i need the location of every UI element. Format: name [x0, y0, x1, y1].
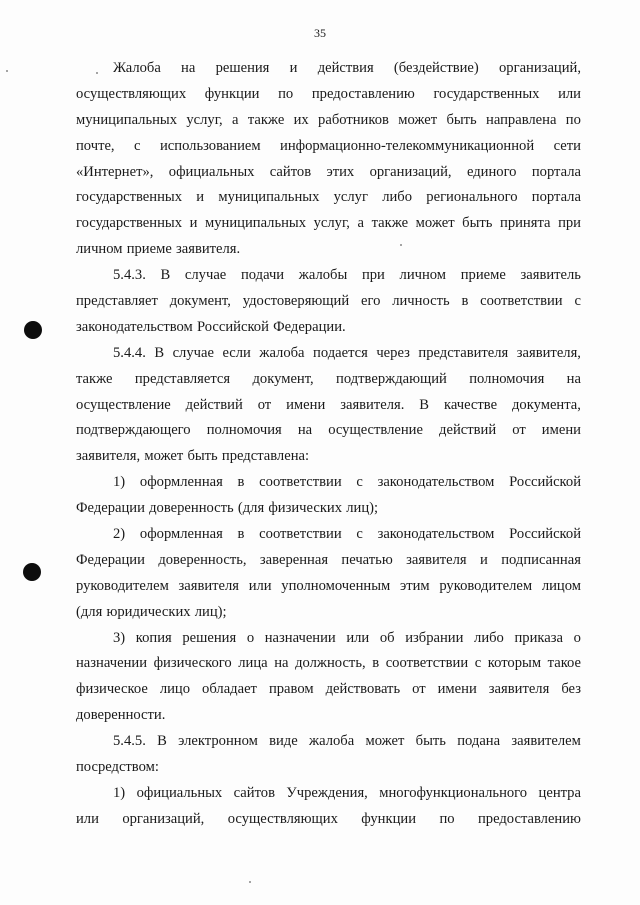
text-line: [76, 600, 581, 626]
text-line: [76, 729, 581, 755]
word: приказа: [514, 629, 563, 646]
scan-speck: [6, 70, 8, 72]
word: 2): [113, 526, 126, 543]
word: при: [558, 215, 581, 232]
word: заявителя.: [340, 396, 405, 413]
word: печатью: [341, 551, 393, 568]
word: жалобы: [298, 267, 348, 284]
word: заявителя,: [76, 448, 141, 465]
word: использованием: [159, 137, 261, 154]
word: В: [157, 733, 167, 750]
word: осуществление: [76, 396, 171, 413]
word: законодательством: [377, 474, 495, 491]
word: может: [365, 733, 405, 750]
word: оформленная: [139, 474, 223, 491]
word: избрании: [405, 629, 464, 646]
word: и: [196, 189, 205, 206]
word: документа,: [512, 396, 581, 413]
word: на: [566, 370, 581, 387]
word: сайтов: [233, 784, 275, 801]
text-line: [76, 755, 581, 781]
word: работников: [318, 111, 389, 128]
word: имени: [541, 422, 581, 439]
word: подтверждающий: [336, 370, 447, 387]
word: соответствии: [385, 655, 469, 672]
word: документ,: [169, 293, 231, 310]
word: действий: [185, 396, 243, 413]
word: физическое: [76, 681, 148, 698]
word: государственных: [76, 215, 183, 232]
word: которым: [487, 655, 542, 672]
word: и: [480, 551, 488, 568]
word: соответствии: [259, 526, 342, 543]
page-number: 35: [314, 26, 326, 40]
word: (для: [76, 603, 103, 620]
text-line: [76, 160, 581, 186]
text-line: [76, 393, 581, 419]
word: или: [558, 85, 581, 102]
word: имени: [286, 396, 326, 413]
word: услуг,: [313, 215, 350, 232]
word: Учреждения,: [286, 784, 368, 801]
word: также: [247, 111, 285, 128]
word: 1): [113, 474, 126, 491]
word: может: [144, 448, 184, 465]
word: 3): [113, 629, 126, 646]
word: в: [372, 655, 380, 672]
word: в: [461, 293, 469, 310]
word: доверенности.: [76, 707, 166, 724]
word: этим: [399, 577, 430, 594]
word: имени: [437, 681, 477, 698]
word: качестве: [443, 396, 498, 413]
word: физических: [268, 500, 343, 517]
text-line: [76, 315, 581, 341]
scan-speck: [249, 881, 251, 883]
text-line: [76, 626, 581, 652]
word: лиц);: [194, 603, 227, 620]
word: о: [573, 629, 581, 646]
body-text: [76, 56, 581, 833]
word: единого: [466, 163, 517, 180]
word: осуществление: [328, 422, 423, 439]
word: сети: [553, 137, 581, 154]
word: решения: [215, 60, 270, 76]
word: действия: [317, 60, 374, 76]
word: с: [356, 474, 363, 491]
word: организаций,: [499, 60, 581, 76]
word: регионального: [426, 189, 518, 206]
text-line: [76, 548, 581, 574]
word: Российской: [509, 474, 581, 491]
word: действий: [439, 422, 497, 439]
word: 5.4.5.: [113, 733, 146, 750]
word: личном: [76, 241, 123, 258]
word: «Интернет»,: [76, 163, 154, 180]
word: организаций,: [122, 810, 205, 827]
word: почте,: [76, 137, 115, 154]
word: центра: [538, 784, 581, 801]
word: организаций,: [369, 163, 452, 180]
word: полномочия: [206, 422, 282, 439]
word: (для: [237, 500, 265, 517]
word: функции: [361, 810, 417, 827]
word: случае: [172, 344, 214, 361]
word: заявителя: [178, 577, 240, 594]
word: в: [237, 474, 245, 491]
word: от: [257, 396, 272, 413]
word: о: [246, 629, 255, 646]
word: быть: [462, 215, 493, 232]
text-line: [76, 651, 581, 677]
word: полномочия: [469, 370, 545, 387]
word: лица: [238, 655, 268, 672]
word: такое: [547, 655, 581, 672]
word: заявителем: [511, 733, 581, 750]
word: муниципальных: [218, 189, 320, 206]
text-line: [76, 211, 581, 237]
text-line: [76, 82, 581, 108]
text-line: [76, 703, 581, 729]
word: В: [154, 344, 165, 361]
word: назначении: [76, 655, 148, 672]
word: и: [289, 60, 298, 76]
word: удостоверяющий: [242, 293, 350, 310]
word: от: [512, 422, 526, 439]
word: подачи: [240, 267, 285, 284]
word: также: [371, 215, 409, 232]
word: от: [412, 681, 426, 698]
word: заверенная: [259, 551, 329, 568]
word: принята: [500, 215, 551, 232]
word: представлена:: [221, 448, 310, 465]
word: подписанная: [501, 551, 581, 568]
word: представляется: [134, 370, 231, 387]
word: на: [297, 422, 313, 439]
text-line: [76, 108, 581, 134]
word: личном: [399, 267, 447, 284]
word: быть: [187, 448, 218, 465]
word: уполномоченным: [281, 577, 391, 594]
punch-hole-mark: [24, 321, 42, 339]
word: Федерации: [76, 500, 145, 517]
text-line: [76, 56, 581, 82]
word: на: [181, 60, 196, 76]
word: либо: [474, 629, 504, 646]
word: а: [357, 215, 365, 232]
text-line: [76, 185, 581, 211]
word: подается: [313, 344, 368, 361]
text-line: [76, 289, 581, 315]
word: представителя: [418, 344, 509, 361]
text-line: [76, 341, 581, 367]
word: подтверждающего: [76, 422, 191, 439]
word: портала: [531, 163, 581, 180]
word: их: [293, 111, 309, 128]
word: с: [474, 655, 482, 672]
word: физического: [153, 655, 232, 672]
word: портала: [531, 189, 581, 206]
word: копия: [135, 629, 172, 646]
word: с: [356, 526, 363, 543]
word: государственных: [76, 189, 183, 206]
word: без: [561, 681, 581, 698]
word: приеме: [126, 241, 172, 258]
word: случае: [184, 267, 227, 284]
word: по: [439, 810, 455, 827]
word: документ,: [252, 370, 314, 387]
word: должность,: [295, 655, 366, 672]
word: юридических: [106, 603, 191, 620]
word: официальных: [168, 163, 255, 180]
word: приеме: [460, 267, 506, 284]
word: сайтов: [269, 163, 312, 180]
word: В: [419, 396, 430, 413]
scan-speck: [96, 72, 98, 74]
word: представляет: [76, 293, 158, 310]
word: или: [346, 629, 370, 646]
word: его: [360, 293, 381, 310]
text-line: [76, 237, 581, 263]
word: а: [232, 111, 239, 128]
word: по: [565, 111, 581, 128]
word: быть: [446, 111, 477, 128]
word: может: [415, 215, 455, 232]
word: быть: [415, 733, 446, 750]
text-line: [76, 470, 581, 496]
word: или: [76, 810, 99, 827]
word: заявителя: [406, 551, 467, 568]
text-line: [76, 522, 581, 548]
word: жалоба: [259, 344, 305, 361]
word: или: [248, 577, 272, 594]
word: оформленная: [139, 526, 223, 543]
word: заявителя.: [175, 241, 241, 258]
word: на: [274, 655, 289, 672]
punch-hole-mark: [23, 563, 41, 581]
word: предоставлению: [477, 810, 581, 827]
word: обладает: [202, 681, 257, 698]
word: функции: [204, 85, 260, 102]
word: законодательством: [377, 526, 495, 543]
word: электронном: [178, 733, 258, 750]
text-line: [76, 781, 581, 807]
word: направлена: [486, 111, 557, 128]
word: по: [278, 85, 294, 102]
word: также: [76, 370, 113, 387]
word: либо: [382, 189, 413, 206]
text-line: [76, 807, 581, 833]
text-line: [76, 418, 581, 444]
word: соответствии: [259, 474, 342, 491]
text-line: [76, 677, 581, 703]
word: осуществляющих: [227, 810, 338, 827]
word: доверенность: [149, 500, 234, 517]
word: осуществляющих: [76, 85, 187, 102]
word: заявителя: [488, 681, 550, 698]
word: с: [574, 293, 581, 310]
word: информационно-телекоммуникационной: [280, 137, 535, 154]
text-line: [76, 263, 581, 289]
word: доверенность,: [158, 551, 247, 568]
word: лиц);: [346, 500, 379, 517]
word: назначении: [264, 629, 336, 646]
word: Жалоба: [113, 60, 161, 76]
word: об: [379, 629, 395, 646]
word: с: [134, 137, 141, 154]
word: государственных: [433, 85, 540, 102]
word: подана: [457, 733, 501, 750]
word: жалоба: [309, 733, 355, 750]
word: Российской: [196, 318, 269, 335]
word: решения: [182, 629, 237, 646]
word: услуг,: [186, 111, 223, 128]
word: Федерации: [76, 551, 145, 568]
text-line: [76, 574, 581, 600]
word: действовать: [325, 681, 401, 698]
word: посредством:: [76, 759, 159, 776]
word: 5.4.4.: [113, 344, 146, 361]
word: 1): [113, 784, 126, 801]
word: и: [189, 215, 198, 232]
word: может: [398, 111, 438, 128]
word: предоставлению: [311, 85, 415, 102]
word: Российской: [509, 526, 581, 543]
word: муниципальных: [76, 111, 178, 128]
word: через: [376, 344, 410, 361]
word: официальных: [136, 784, 223, 801]
word: личность: [392, 293, 450, 310]
word: муниципальных: [204, 215, 307, 232]
word: заявитель: [520, 267, 581, 284]
word: многофункционального: [379, 784, 528, 801]
text-line: [76, 496, 581, 522]
word: если: [222, 344, 251, 361]
word: руководителем: [76, 577, 169, 594]
word: в: [237, 526, 245, 543]
word: заявителя,: [516, 344, 581, 361]
word: (бездействие): [393, 60, 479, 76]
word: услуг: [333, 189, 368, 206]
word: 5.4.3.: [113, 267, 146, 284]
word: соответствии: [480, 293, 563, 310]
word: лицом: [541, 577, 581, 594]
word: при: [361, 267, 385, 284]
text-line: [76, 444, 581, 470]
text-line: [76, 367, 581, 393]
text-line: [76, 134, 581, 160]
word: руководителем: [439, 577, 533, 594]
word: этих: [326, 163, 355, 180]
word: законодательством: [76, 318, 193, 335]
word: В: [160, 267, 171, 284]
word: лицо: [159, 681, 191, 698]
word: виде: [269, 733, 298, 750]
word: Федерации.: [273, 318, 346, 335]
word: правом: [268, 681, 314, 698]
scan-speck: [400, 244, 402, 246]
